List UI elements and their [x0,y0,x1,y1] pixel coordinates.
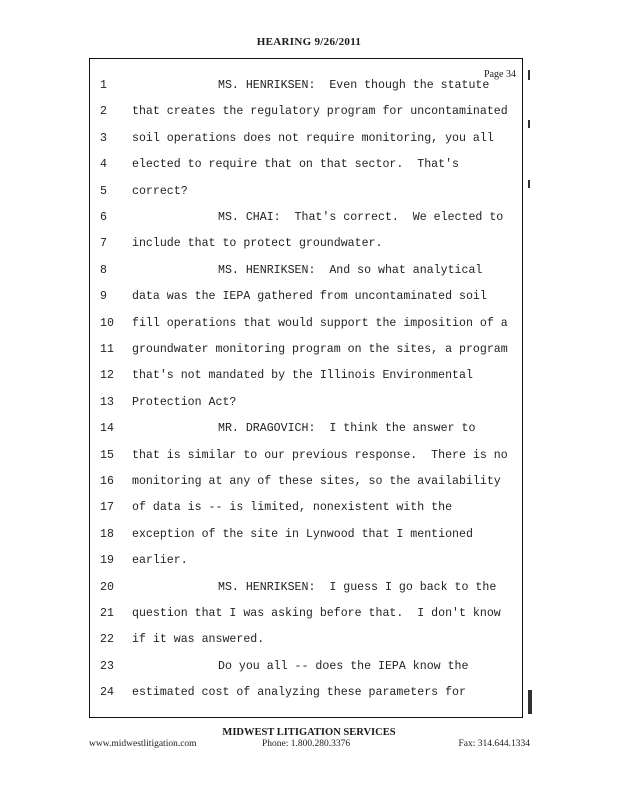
line-number: 9 [100,290,107,304]
transcript-line [90,317,524,343]
transcript-line [90,396,524,422]
line-number: 19 [100,554,114,568]
line-text: question that I was asking before that. I don't know [132,607,501,620]
transcript-line [90,660,524,686]
line-text: MS. HENRIKSEN: I guess I go back to the [218,580,497,594]
line-number: 10 [100,316,114,330]
footer-company: MIDWEST LITIGATION SERVICES [222,727,396,738]
line-text: if it was answered. [132,633,265,647]
line-number: 15 [100,448,114,462]
scan-mark [528,690,532,714]
transcript-line [90,686,524,712]
transcript-line [90,607,524,633]
page-header-title: HEARING 9/26/2011 [256,36,362,48]
line-number: 5 [100,184,107,198]
scan-mark [528,180,530,188]
line-number: 20 [100,580,114,594]
line-text: estimated cost of analyzing these parameters for [132,686,466,700]
line-number: 13 [100,395,114,409]
line-number: 2 [100,105,107,119]
line-number: 23 [100,659,114,673]
line-text: MS. CHAI: That's correct. We elected to [218,211,504,224]
transcript-line [90,581,524,607]
transcript-line [90,290,524,316]
transcript-line [90,501,524,527]
line-number: 24 [100,686,114,700]
line-number: 6 [100,211,107,224]
scan-mark [528,70,530,80]
line-text: correct? [132,184,188,198]
transcript-line [90,369,524,395]
page-number: Page 34 [484,69,516,80]
line-number: 8 [100,263,107,277]
line-text: earlier. [132,554,188,568]
line-number: 18 [100,527,114,541]
transcript-line [90,158,524,184]
line-text: data was the IEPA gathered from uncontaminated soil [132,290,487,304]
line-number: 3 [100,131,107,145]
line-text: soil operations does not require monitoring, you all [132,131,494,145]
line-text: of data is -- is limited, nonexistent with the [132,501,453,515]
line-number: 22 [100,633,114,647]
transcript-line [90,79,524,105]
transcript-line [90,132,524,158]
line-text: monitoring at any of these sites, so the availability [132,475,501,488]
transcript-page-frame [89,58,523,718]
transcript-line [90,554,524,580]
transcript-line [90,343,524,369]
transcript-line [90,105,524,131]
line-number: 21 [100,607,114,620]
line-text: MS. HENRIKSEN: And so what analytical [218,263,483,277]
line-number: 4 [100,158,107,172]
transcript-line [90,528,524,554]
line-text: MS. HENRIKSEN: Even though the statute [218,79,490,92]
line-text: that creates the regulatory program for uncontaminated [132,105,508,119]
line-number: 11 [100,343,114,356]
line-text: include that to protect groundwater. [132,237,383,251]
line-text: that is similar to our previous response. There is no [132,448,508,462]
footer-phone: Phone: 1.800.280.3376 [262,739,351,749]
line-number: 12 [100,369,114,383]
line-text: that's not mandated by the Illinois Environmental [132,369,473,383]
line-text: groundwater monitoring program on the sites, a program [132,343,508,356]
transcript-line [90,475,524,501]
transcript-line [90,237,524,263]
line-text: fill operations that would support the imposition of a [132,316,508,330]
line-number: 7 [100,237,107,251]
line-text: exception of the site in Lynwood that I mentioned [132,527,473,541]
transcript-line [90,264,524,290]
transcript-line [90,185,524,211]
line-number: 14 [100,422,114,436]
transcript-line [90,449,524,475]
scan-mark [528,120,530,128]
footer-fax: Fax: 314.644.1334 [458,739,530,749]
footer-website: www.midwestlitigation.com [89,739,197,749]
line-number: 17 [100,501,114,515]
transcript-line [90,211,524,237]
line-number: 16 [100,475,114,488]
line-text: MR. DRAGOVICH: I think the answer to [218,422,476,436]
line-number: 1 [100,79,107,92]
line-text: Do you all -- does the IEPA know the [218,659,469,673]
transcript-line [90,633,524,659]
footer-contact-row [0,739,618,753]
line-text: elected to require that on that sector. That's [132,158,459,172]
line-text: Protection Act? [132,395,237,409]
transcript-line [90,422,524,448]
